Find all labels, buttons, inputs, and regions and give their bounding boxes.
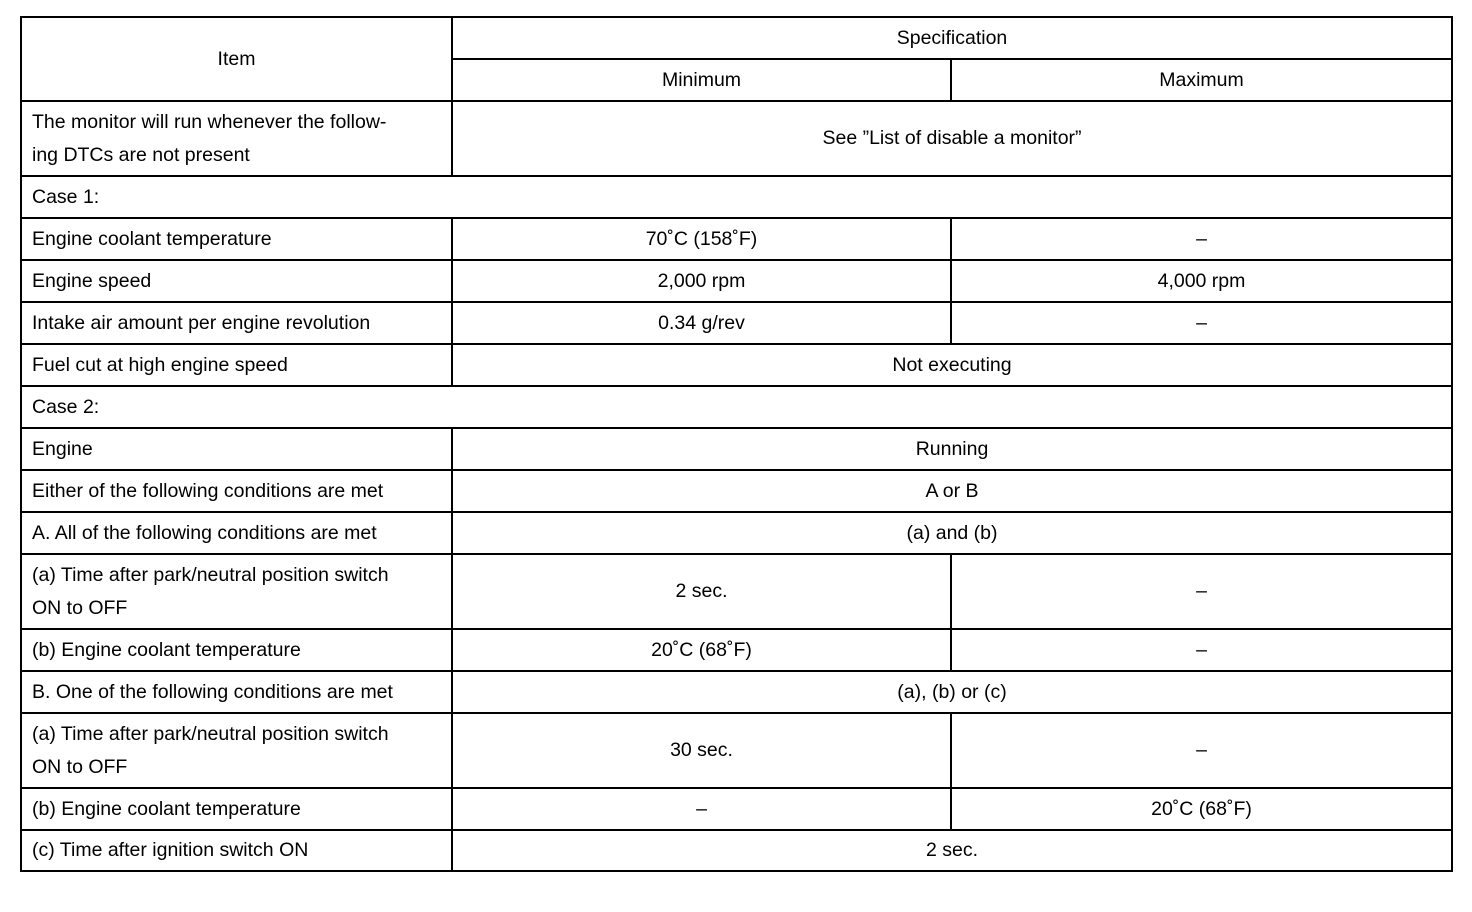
item-line: ON to OFF (32, 596, 128, 619)
table-row (21, 428, 1452, 470)
item-cell: (b) Engine coolant temperature (21, 788, 452, 830)
item-cell (21, 101, 452, 176)
spec-cell: A or B (452, 470, 1452, 512)
item-cell: A. All of the following conditions are met (21, 512, 452, 554)
item-cell: Engine coolant temperature (21, 218, 452, 260)
max-cell: – (951, 629, 1452, 671)
table-row (21, 302, 1452, 344)
item-cell: (c) Time after ignition switch ON (21, 830, 452, 871)
item-cell: Intake air amount per engine revolution (21, 302, 452, 344)
item-cell (21, 713, 452, 788)
table-row (21, 629, 1452, 671)
table-row (21, 554, 1452, 629)
item-line: (a) Time after park/neutral position switch (32, 722, 389, 745)
case-heading: Case 1: (21, 176, 1452, 218)
item-cell: Engine (21, 428, 452, 470)
spec-cell: Not executing (452, 344, 1452, 386)
item-cell: Fuel cut at high engine speed (21, 344, 452, 386)
max-cell: 4,000 rpm (951, 260, 1452, 302)
min-cell: 20˚C (68˚F) (452, 629, 951, 671)
specification-table (20, 16, 1453, 872)
min-cell: 70˚C (158˚F) (452, 218, 951, 260)
header-specification: Specification (452, 17, 1452, 59)
header-item: Item (21, 17, 452, 101)
min-cell: – (452, 788, 951, 830)
min-cell: 30 sec. (452, 713, 951, 788)
min-cell: 2 sec. (452, 554, 951, 629)
max-cell: – (951, 554, 1452, 629)
spec-cell: Running (452, 428, 1452, 470)
header-row-top (21, 17, 1452, 59)
table-row (21, 713, 1452, 788)
table-row (21, 344, 1452, 386)
table-row (21, 260, 1452, 302)
table-row (21, 788, 1452, 830)
spec-cell: 2 sec. (452, 830, 1452, 871)
min-cell: 2,000 rpm (452, 260, 951, 302)
max-cell: – (951, 218, 1452, 260)
max-cell: – (951, 302, 1452, 344)
item-cell: Either of the following conditions are met (21, 470, 452, 512)
item-line: ON to OFF (32, 755, 128, 778)
item-line: ing DTCs are not present (32, 143, 250, 166)
table-row (21, 101, 1452, 176)
spec-cell: (a) and (b) (452, 512, 1452, 554)
item-cell: B. One of the following conditions are met (21, 671, 452, 713)
item-cell: Engine speed (21, 260, 452, 302)
header-minimum: Minimum (452, 59, 951, 101)
table-row (21, 512, 1452, 554)
item-cell (21, 554, 452, 629)
min-cell: 0.34 g/rev (452, 302, 951, 344)
table-row (21, 218, 1452, 260)
table-row (21, 830, 1452, 871)
max-cell: – (951, 713, 1452, 788)
spec-cell: See ”List of disable a monitor” (452, 101, 1452, 176)
spec-cell: (a), (b) or (c) (452, 671, 1452, 713)
table-row (21, 671, 1452, 713)
table-row (21, 470, 1452, 512)
item-line: The monitor will run whenever the follow- (32, 110, 387, 133)
item-line: (a) Time after park/neutral position switch (32, 563, 389, 586)
item-cell: (b) Engine coolant temperature (21, 629, 452, 671)
case-heading: Case 2: (21, 386, 1452, 428)
case-row (21, 176, 1452, 218)
case-row (21, 386, 1452, 428)
max-cell: 20˚C (68˚F) (951, 788, 1452, 830)
header-maximum: Maximum (951, 59, 1452, 101)
